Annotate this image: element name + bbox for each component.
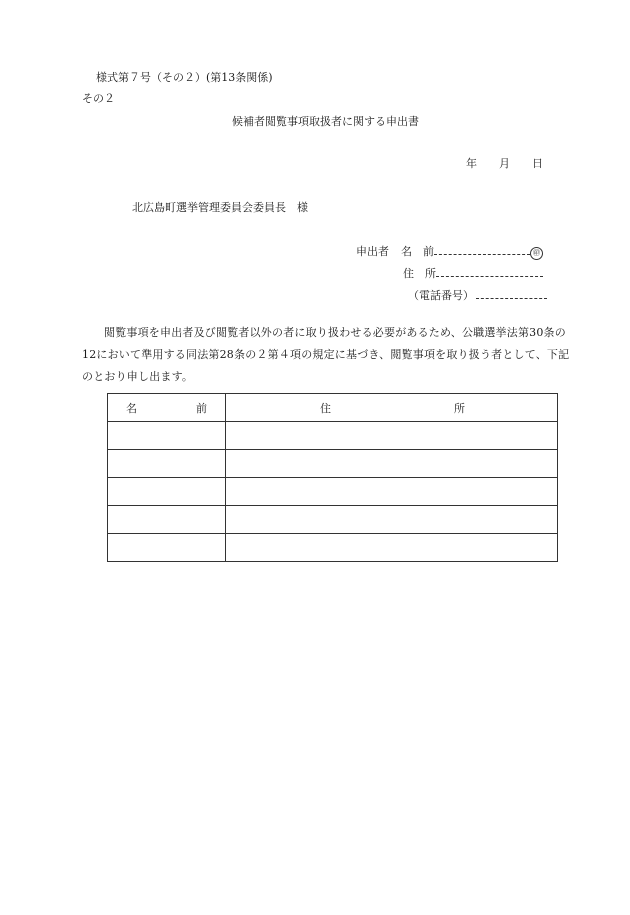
address-cell[interactable] [226,422,558,450]
date-month-label: 月 [499,157,510,170]
handler-table [107,393,558,562]
name-cell[interactable] [108,534,226,562]
name-cell[interactable] [108,506,226,534]
date-year-label: 年 [466,157,477,170]
form-sub-number: その２ [82,92,115,105]
phone-field[interactable] [476,285,547,299]
table-row [108,478,558,506]
address-label-2: 所 [425,267,436,280]
name-cell[interactable] [108,478,226,506]
name-field[interactable] [434,241,530,255]
header-name-char-1: 名 [126,401,137,415]
addressee: 北広島町選挙管理委員会委員長 様 [132,201,308,214]
body-paragraph: 閲覧事項を申出者及び閲覧者以外の者に取り扱わせる必要があるため、公職選挙法第30条の12において準用する同法第28条の２第４項の規定に基づき、閲覧事項を取り扱う者として、下記のとおり申し出ます。 [82,326,570,383]
document-title: 候補者閲覧事項取扱者に関する申出書 [232,115,419,128]
seal-mark: ㊞ [530,247,543,260]
name-label-2: 前 [423,245,434,258]
address-cell[interactable] [226,478,558,506]
table-header-row [108,394,558,422]
date-line [466,155,543,171]
name-label-1: 名 [401,245,412,258]
address-cell[interactable] [226,450,558,478]
name-cell[interactable] [108,450,226,478]
table-row [108,450,558,478]
applicant-label: 申出者 [356,245,389,258]
header-address [226,394,558,422]
address-field[interactable] [436,263,543,277]
applicant-address-row [356,263,547,285]
phone-label: （電話番号） [408,289,474,302]
form-number: 様式第７号（その２）(第13条関係) [96,71,273,84]
header-address-char-2: 所 [454,401,465,415]
header-name [108,394,226,422]
address-cell[interactable] [226,534,558,562]
name-cell[interactable] [108,422,226,450]
header-name-char-2: 前 [196,401,207,415]
table-row [108,422,558,450]
address-label-1: 住 [403,267,414,280]
date-day-label: 日 [532,157,543,170]
applicant-phone-row [356,285,547,307]
applicant-name-row [356,241,547,263]
table-row [108,506,558,534]
applicant-block [356,241,547,307]
address-cell[interactable] [226,506,558,534]
table-row [108,534,558,562]
header-address-char-1: 住 [320,401,331,415]
